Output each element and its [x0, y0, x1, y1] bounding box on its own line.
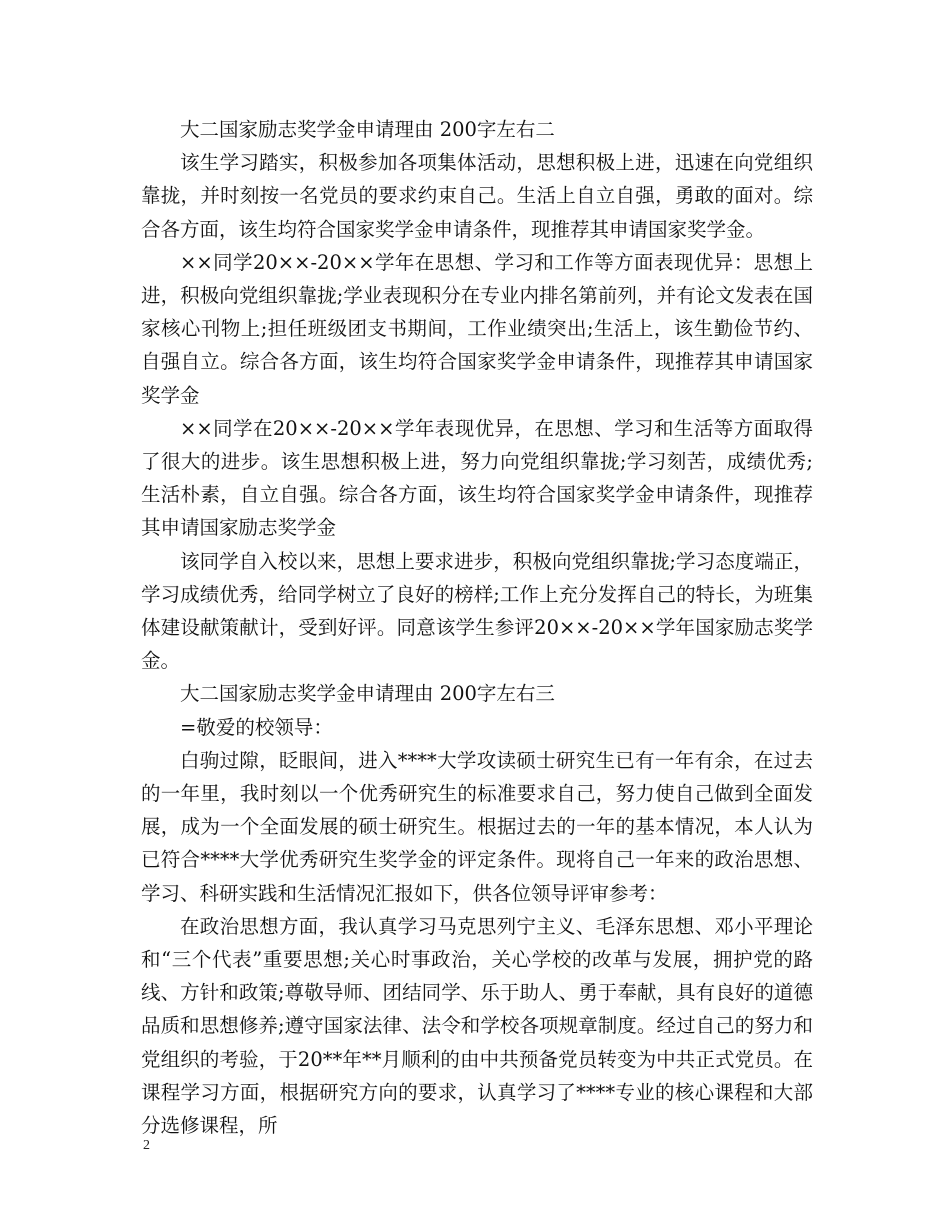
paragraph-recommendation-4: 该同学自入校以来，思想上要求进步，积极向党组织靠拢;学习态度端正，学习成绩优秀，给同学树立了良好的榜样;工作上充分发挥自己的特长，为班集体建设献策献计，受到好评。同意该学生参评20××-20××学年国家励志奖学金。: [141, 549, 813, 673]
document-body: [141, 113, 813, 1142]
salutation: =敬爱的校领导：: [180, 715, 333, 739]
paragraph-introduction: 白驹过隙，眨眼间，进入****大学攻读硕士研究生已有一年有余，在过去的一年里，我时刻以一个优秀研究生的标准要求自己，努力使自己做到全面发展，成为一个全面发展的硕士研究生。根据过去的一年的基本情况，本人认为已符合****大学优秀研究生奖学金的评定条件。现将自己一年来的政治思想、学习、科研实践和生活情况汇报如下，供各位领导评审参考：: [141, 748, 813, 905]
paragraph-recommendation-3: ××同学在20××-20××学年表现优异，在思想、学习和生活等方面取得了很大的进步。该生思想积极上进，努力向党组织靠拢;学习刻苦，成绩优秀;生活朴素，自立自强。综合各方面，该生均符合国家奖学金申请条件，现推荐其申请国家励志奖学金: [141, 416, 813, 540]
heading-part-two: 大二国家励志奖学金申请理由 200字左右二: [180, 118, 555, 141]
heading-part-three: 大二国家励志奖学金申请理由 200字左右三: [180, 682, 555, 706]
paragraph-recommendation-1: 该生学习踏实，积极参加各项集体活动，思想积极上进，迅速在向党组织靠拢，并时刻按一名党员的要求约束自己。生活上自立自强，勇敢的面对。综合各方面，该生均符合国家奖学金申请条件，现推荐其申请国家奖学金。: [141, 151, 813, 241]
page-number: 2: [143, 1138, 150, 1153]
paragraph-political-thought: 在政治思想方面，我认真学习马克思列宁主义、毛泽东思想、邓小平理论和“三个代表”重要思想;关心时事政治，关心学校的改革与发展，拥护党的路线、方针和政策;尊敬导师、团结同学、乐于助人、勇于奉献，具有良好的道德品质和思想修养;遵守国家法律、法令和学校各项规章制度。经过自己的努力和党组织的考验，于20**年**月顺利的由中共预备党员转变为中共正式党员。在课程学习方面，根据研究方向的要求，认真学习了****专业的核心课程和大部分选修课程，所: [141, 914, 813, 1138]
paragraph-recommendation-2: ××同学20××-20××学年在思想、学习和工作等方面表现优异：思想上进，积极向党组织靠拢;学业表现积分在专业内排名第前列，并有论文发表在国家核心刊物上;担任班级团支书期间，工作业绩突出;生活上，该生勤俭节约、自强自立。综合各方面，该生均符合国家奖学金申请条件，现推荐其申请国家奖学金: [141, 250, 813, 407]
